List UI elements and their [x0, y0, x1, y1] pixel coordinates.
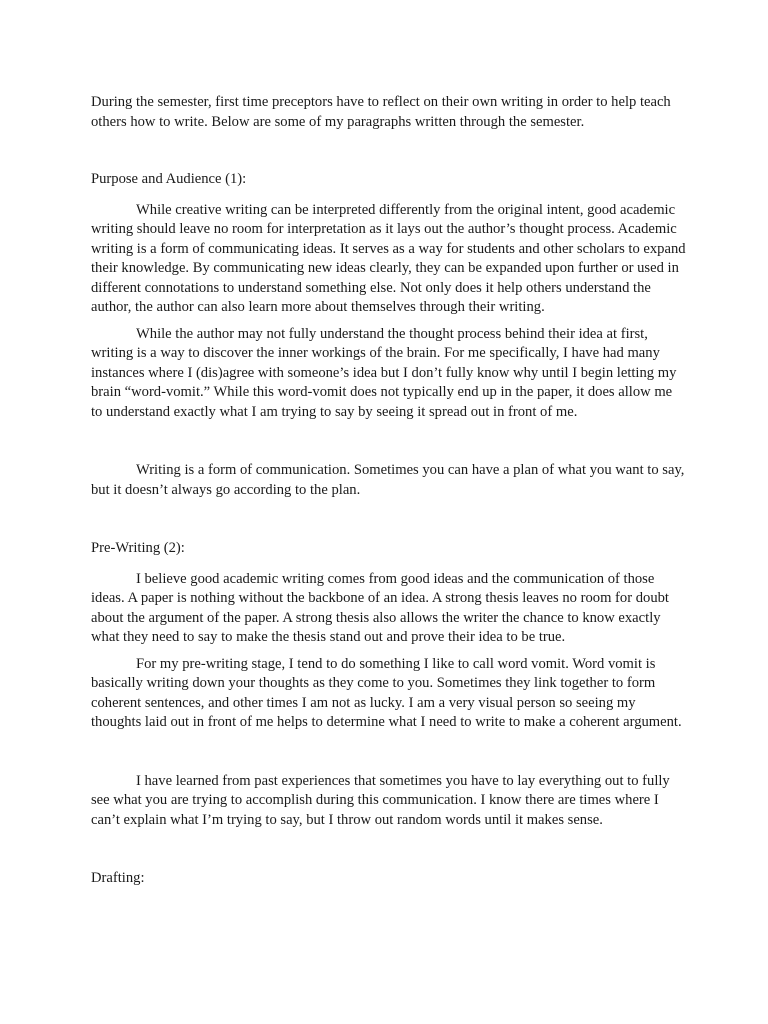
intro-paragraph: During the semester, first time preceptors have to reflect on their own writing in order to help teach others how to write. Below are some of my paragraphs written through the semester.: [91, 94, 671, 130]
purpose-paragraph-3: Writing is a form of communication. Sometimes you can have a plan of what you want to say, but it doesn’t always go according to the plan.: [91, 462, 685, 498]
section-heading-drafting: Drafting:: [91, 870, 145, 886]
document-page: [91, 93, 687, 889]
prewriting-paragraph-1: I believe good academic writing comes from good ideas and the communication of those ideas. A paper is nothing without the backbone of an idea. A strong thesis leaves no room for doubt about the argument of the paper. A strong thesis also allows the writer the chance to know exactly what they need to say to make the thesis stand out and prove their idea to be true.: [91, 570, 669, 645]
section-heading-pre-writing: Pre-Writing (2):: [91, 540, 185, 556]
section-heading-purpose-audience: Purpose and Audience (1):: [91, 171, 247, 187]
prewriting-paragraph-3: I have learned from past experiences that sometimes you have to lay everything out to fully see what you are trying to accomplish during this communication. I know there are times where I can’t explain what I’m trying to say, but I throw out random words until it makes sense.: [91, 772, 670, 828]
purpose-paragraph-2: While the author may not fully understand the thought process behind their idea at first, writing is a way to discover the inner workings of the brain. For me specifically, I have had many instances where I (dis)agree with someone’s idea but I don’t fully know why until I begin letting my brain “word-vomit.” While this word-vomit does not typically end up in the paper, it does allow me to understand exactly what I am trying to say by seeing it spread out in front of me.: [91, 325, 677, 420]
purpose-paragraph-1: While creative writing can be interpreted differently from the original intent, good academic writing should leave no room for interpretation as it lays out the author’s thought process. Academic writing is a form of communicating ideas. It serves as a way for students and other scholars to expand their knowledge. By communicating new ideas clearly, they can be expanded upon further or used in different connotations to understand something else. Not only does it help others understand the author, the author can also learn more about themselves through their writing.: [91, 201, 686, 315]
prewriting-paragraph-2: For my pre-writing stage, I tend to do something I like to call word vomit. Word vomit is basically writing down your thoughts as they come to you. Sometimes they link together to form coherent sentences, and other times I am not as lucky. I am a very visual person so seeing my thoughts laid out in front of me helps to determine what I need to write to make a coherent argument.: [91, 655, 682, 730]
